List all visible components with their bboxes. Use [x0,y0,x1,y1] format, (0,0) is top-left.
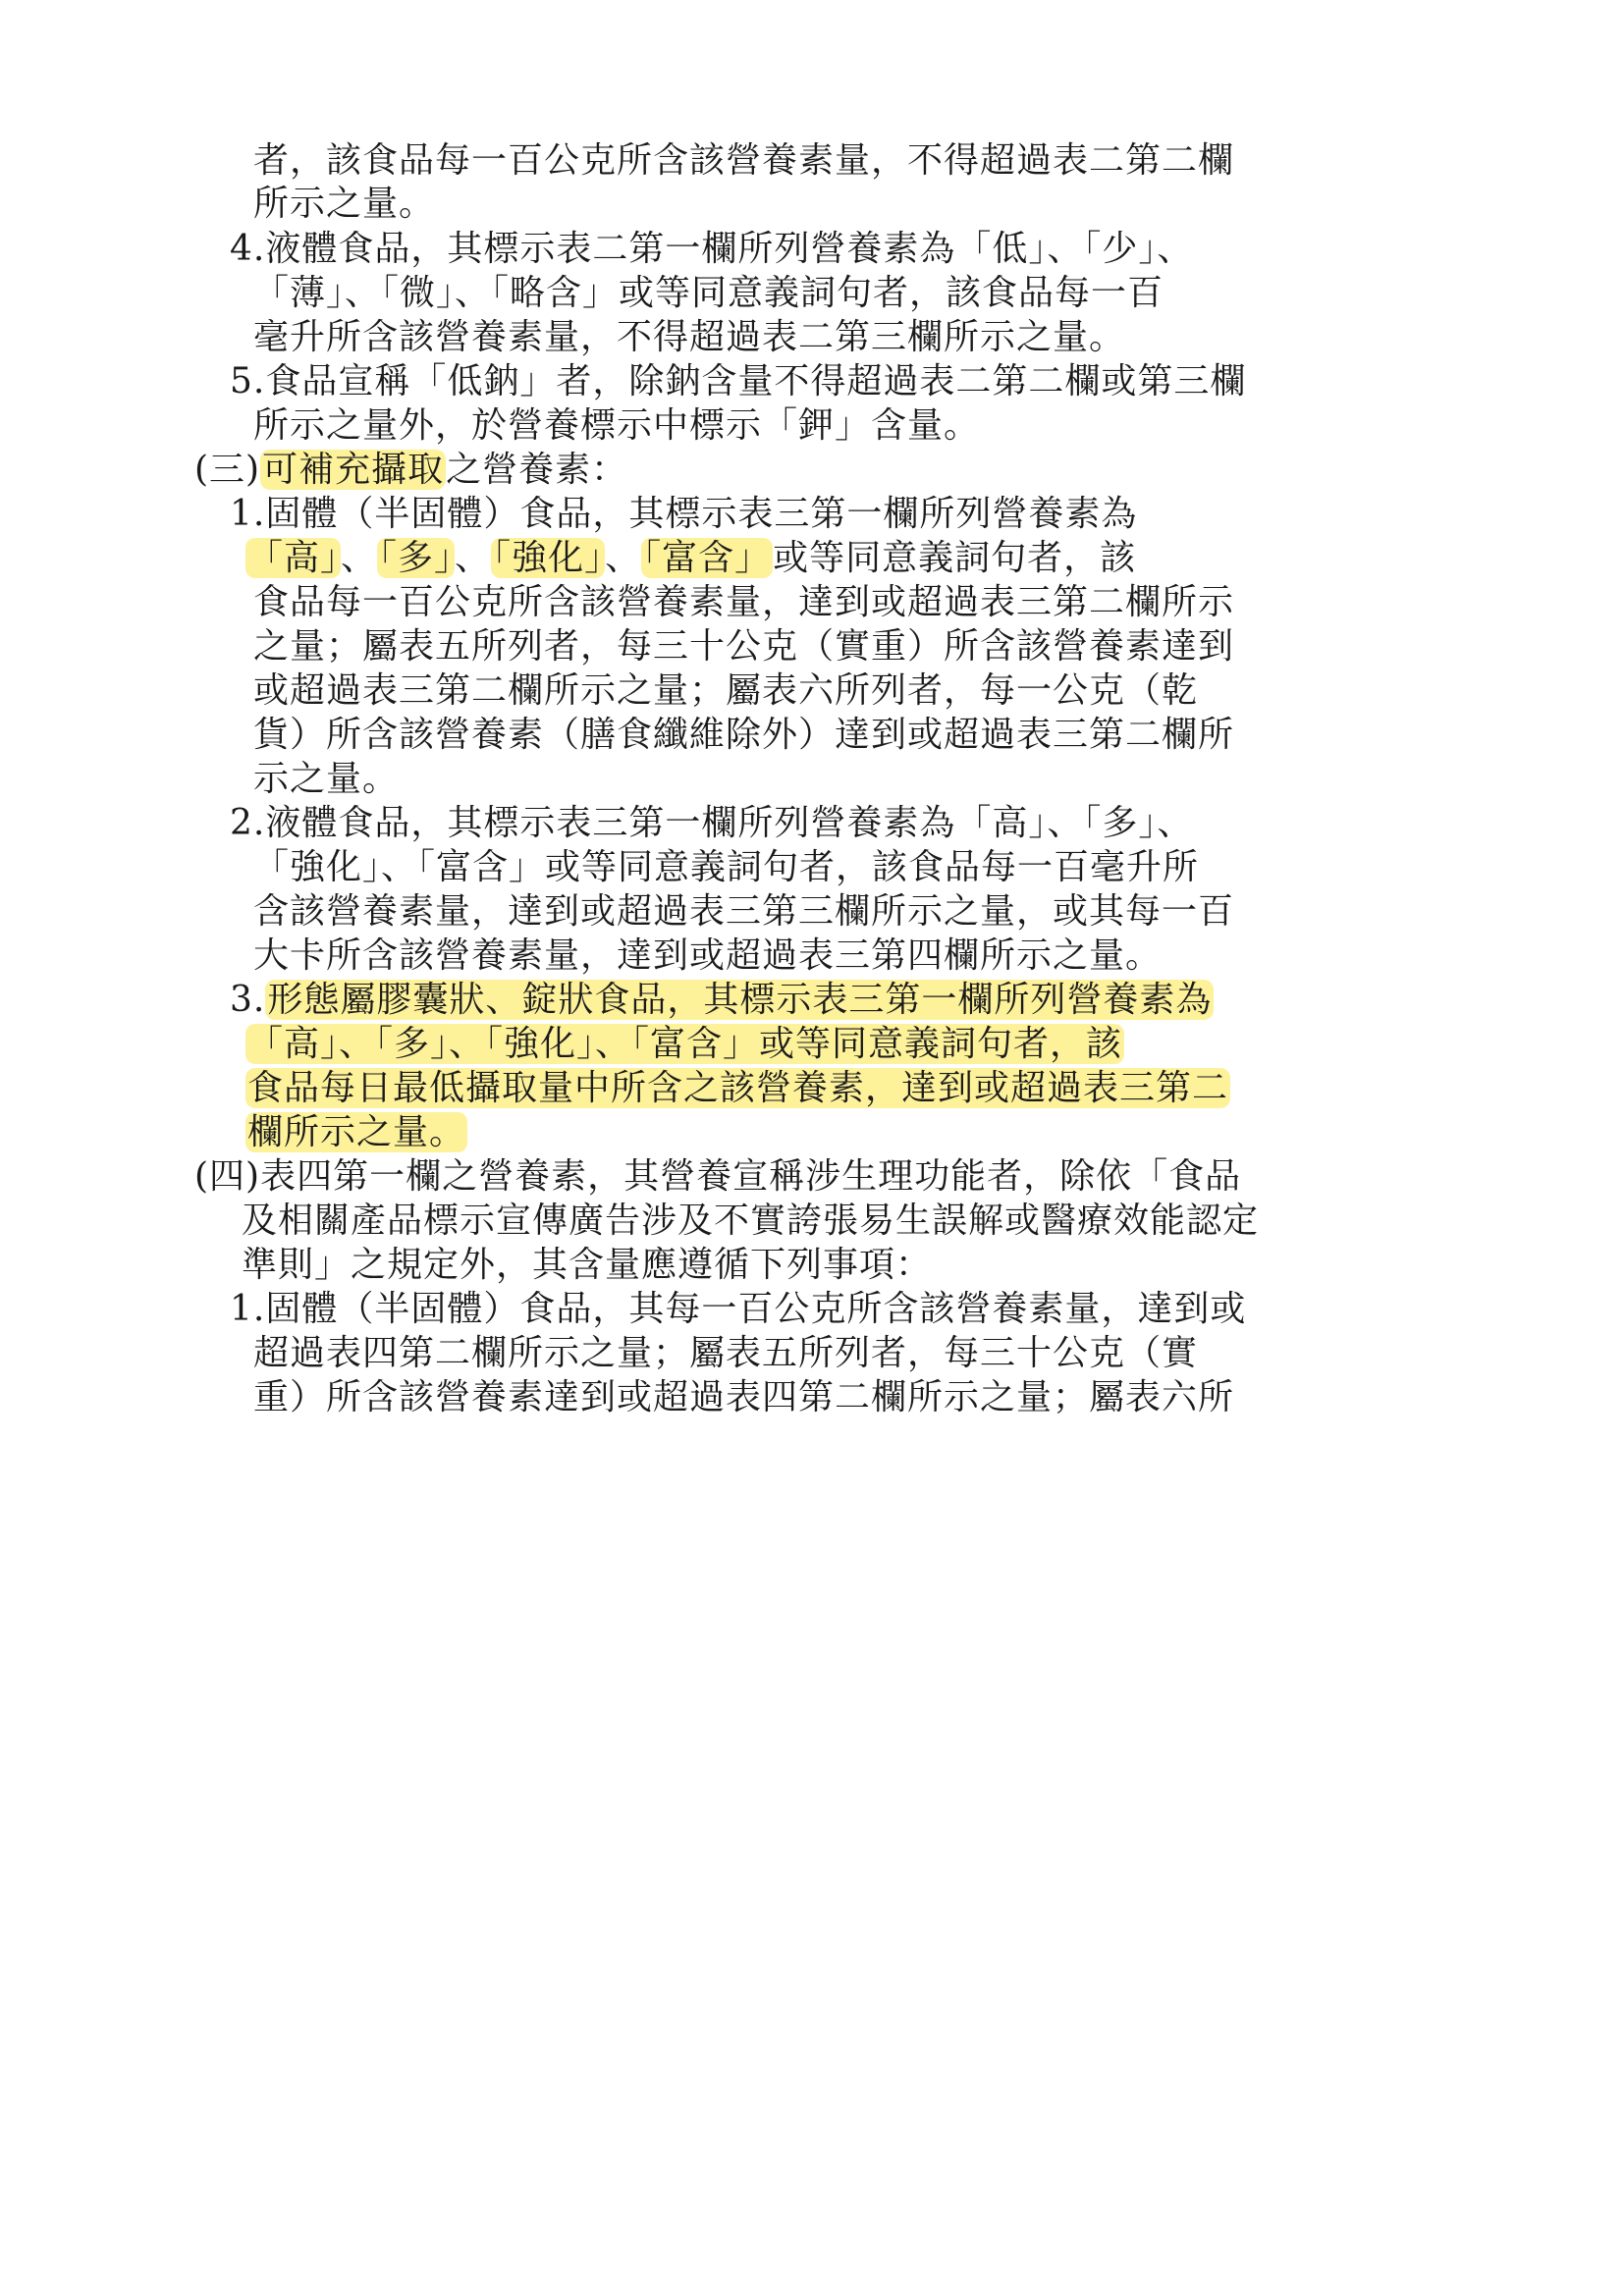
paragraph-line: 「強化」、「富含」或等同意義詞句者，該食品每一百毫升所 [253,847,1200,887]
highlighted-text: 形態屬膠囊狀、錠狀食品，其標示表三第一欄所列營養素為 [267,980,1213,1020]
paragraph-line: 含該營養素量，達到或超過表三第三欄所示之量，或其每一百 [253,891,1235,932]
highlighted-text: 可補充攝取 [262,450,445,490]
paragraph-text: 或等同意義詞句者，該 [773,538,1137,578]
paragraph-line: 貨）所含該營養素（膳食纖維除外）達到或超過表三第二欄所 [253,715,1235,755]
paragraph-line: 者，該食品每一百公克所含該營養素量，不得超過表二第二欄 [253,140,1235,181]
section-title-text: 之營養素： [446,450,628,490]
paragraph-line: 示之量。 [253,759,400,799]
punctuation-text: 、 [605,538,642,578]
paragraph-line: 毫升所含該營養素量，不得超過表二第三欄所示之量。 [253,317,1126,357]
paragraph-line: 所示之量外，於營養標示中標示「鉀」含量。 [253,405,981,446]
paragraph-line [245,1065,1230,1112]
paragraph-line: 食品每一百公克所含該營養素量，達到或超過表三第二欄所示 [253,582,1235,622]
paragraph-line: 及相關產品標示宣傳廣告涉及不實誇張易生誤解或醫療效能認定 [242,1201,1260,1241]
highlighted-text: 食品每日最低攝取量中所含之該營養素，達到或超過表三第二 [247,1068,1229,1108]
list-item-line [230,977,1214,1024]
paragraph-line: 重）所含該營養素達到或超過表四第二欄所示之量；屬表六所 [253,1377,1235,1417]
paragraph-line: 大卡所含該營養素量，達到或超過表三第四欄所示之量。 [253,935,1163,976]
paragraph-line: 所示之量。 [253,184,436,224]
paragraph-line: 超過表四第二欄所示之量；屬表五所列者，每三十公克（實 [253,1333,1199,1373]
list-item-line: 4.液體食品，其標示表二第一欄所列營養素為「低」、「少」、 [230,229,1194,269]
highlighted-text: 「強化」 [493,538,604,578]
list-item-line: 5.食品宣稱「低鈉」者，除鈉含量不得超過表二第二欄或第三欄 [230,361,1247,401]
list-item-line: 2.液體食品，其標示表三第一欄所列營養素為「高」、「多」、 [230,803,1194,843]
highlighted-text: 欄所示之量。 [247,1112,466,1152]
highlighted-text: 「高」 [247,538,340,578]
paragraph-line [245,1109,467,1156]
section-number: (三) [194,450,261,490]
paragraph-line: 準則」之規定外，其含量應遵循下列事項： [242,1245,933,1285]
paragraph-line: 或超過表三第二欄所示之量；屬表六所列者，每一公克（乾 [253,670,1199,711]
highlighted-text: 「多」 [379,538,454,578]
paragraph-line: 之量；屬表五所列者，每三十公克（實重）所含該營養素達到 [253,626,1235,667]
paragraph-line [245,535,1136,582]
list-item-line: 1.固體（半固體）食品，其標示表三第一欄所列營養素為 [230,494,1138,534]
list-number: 3. [230,980,266,1020]
punctuation-text: 、 [341,538,378,578]
paragraph-line: 「薄」、「微」、「略含」或等同意義詞句者，該食品每一百 [253,273,1164,313]
list-item-line: 1.固體（半固體）食品，其每一百公克所含該營養素量，達到或 [230,1289,1247,1329]
section-heading-line: (四)表四第一欄之營養素，其營養宣稱涉生理功能者，除依「食品 [194,1156,1242,1197]
highlighted-text: 「富含」 [643,538,772,578]
section-heading-line [194,447,627,494]
highlighted-text: 「高」、「多」、「強化」、「富含」或等同意義詞句者，該 [247,1024,1123,1064]
punctuation-text: 、 [455,538,492,578]
paragraph-line [245,1021,1124,1068]
